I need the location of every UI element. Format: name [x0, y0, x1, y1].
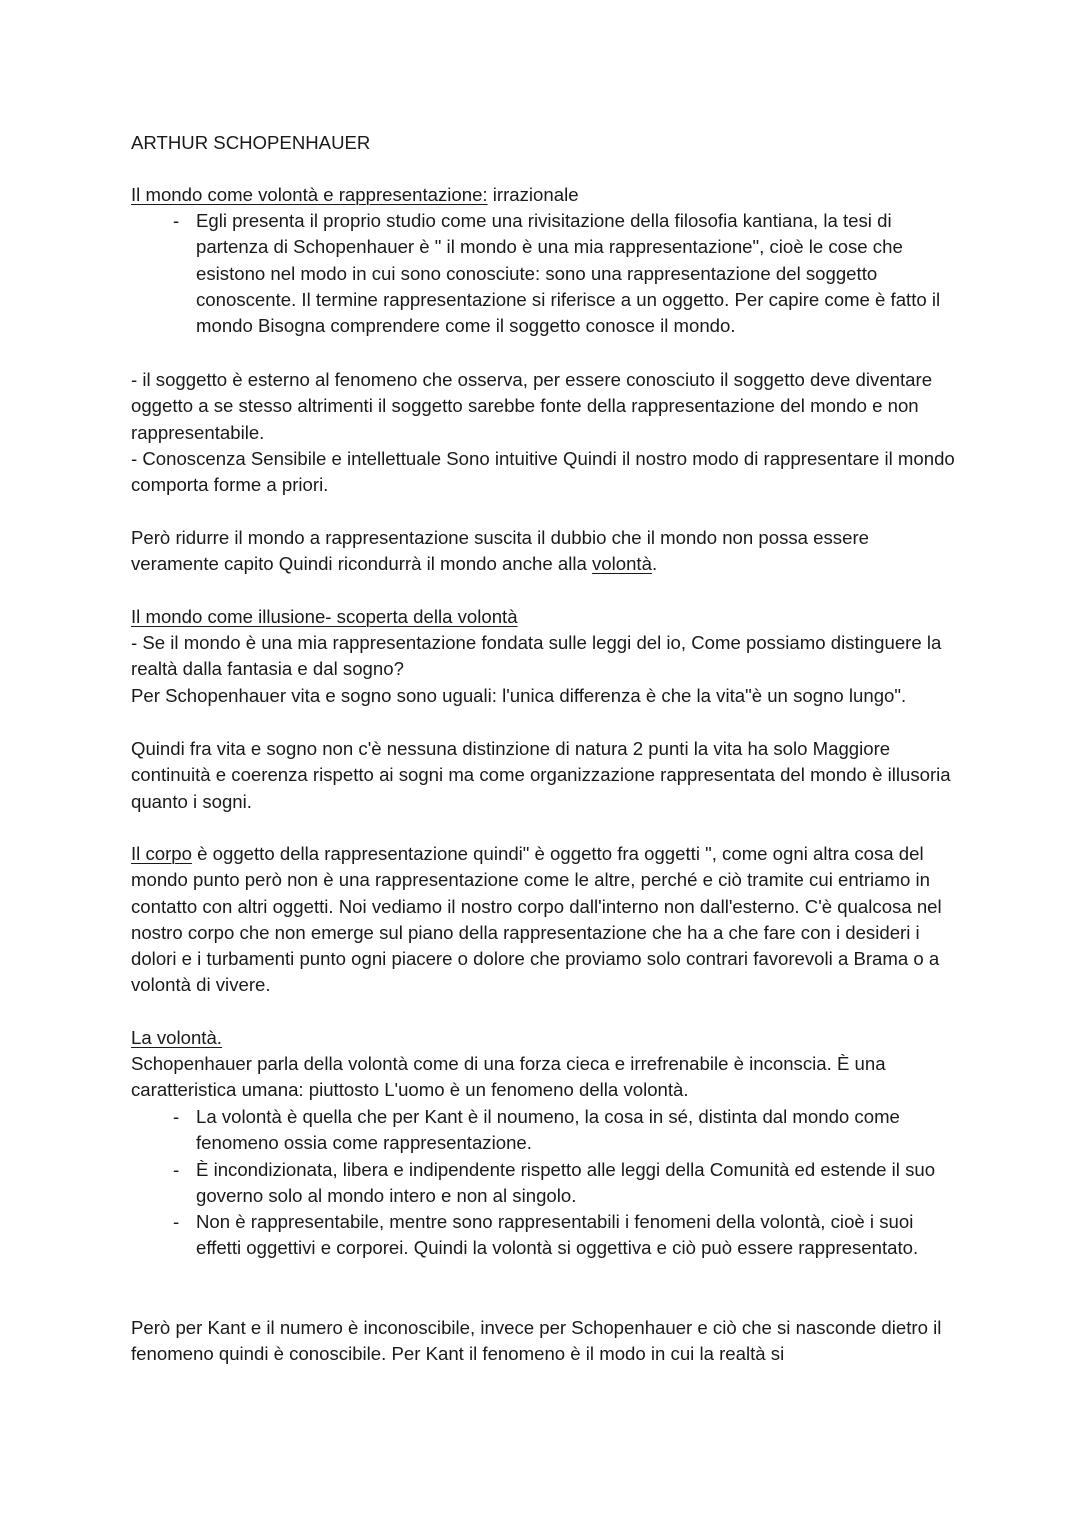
paragraph-conoscenza: - Conoscenza Sensibile e intellettuale Sono intuitive Quindi il nostro modo di rappresentare il mondo comporta forme a priori.	[131, 448, 955, 496]
document-title: ARTHUR SCHOPENHAUER	[131, 132, 371, 153]
paragraph-kant-numero: Però per Kant e il numero è inconoscibile, invece per Schopenhauer e ciò che si nasconde dietro il fenomeno quindi è conoscibile. Per Kant il fenomeno è il modo in cui la realtà si	[131, 1317, 942, 1365]
paragraph-distinzione: Quindi fra vita e sogno non c'è nessuna distinzione di natura 2 punti la vita ha solo Maggiore continuità e coerenza rispetto ai sogni ma come organizzazione rappresentata del mondo è illusoria quanto i sogni.	[131, 738, 951, 812]
paragraph-soggetto: - il soggetto è esterno al fenomeno che osserva, per essere conosciuto il soggetto deve diventare oggetto a se stesso altrimenti il soggetto sarebbe fonte della rappresentazione del mondo e non rappresentabile.	[131, 369, 933, 443]
bullet-marker: -	[173, 1106, 180, 1127]
list-item	[131, 1104, 961, 1157]
heading-underlined: Il mondo come volontà e rappresentazione:	[131, 184, 488, 205]
paragraph-sogno-question: - Se il mondo è una mia rappresentazione fondata sulle leggi del io, Come possiamo distinguere la realtà dalla fantasia e dal sogno?	[131, 632, 942, 680]
bullet-marker: -	[173, 1158, 180, 1180]
underlined-term: volontà	[591, 553, 652, 575]
paragraph-text: è oggetto della rappresentazione quindi" è oggetto fra oggetti ", come ogni altra cosa del mondo punto però non è una rappresentazione come le altre, perché e ciò tramite cui entriamo in contatto con altri oggetti. Noi vediamo il nostro corpo dall'interno non dall'esterno. C'è qualcosa nel nostro corpo che non emerge sul piano della rappresentazione che ha a che fare con i desideri i dolori e i turbamenti punto ogni piacere o dolore che proviamo solo contrari favorevoli a Brama o a volontà di vivere.	[131, 843, 942, 996]
paragraph-vita-sogno: Per Schopenhauer vita e sogno sono uguali: l'unica differenza è che la vita"è un sogno lungo".	[131, 685, 907, 706]
paragraph-end: .	[651, 553, 658, 575]
paragraph-text: Però ridurre il mondo a rappresentazione suscita il dubbio che il mondo non possa essere veramente capito Quindi ricondurrà il mondo anche alla	[131, 527, 869, 575]
section1-bullet-list	[131, 208, 961, 339]
heading-underlined: La volontà.	[131, 1027, 222, 1048]
bullet-marker: -	[173, 1211, 180, 1233]
underlined-term: Il corpo	[131, 843, 192, 864]
section-heading-la-volonta	[131, 1025, 961, 1051]
list-item	[131, 1157, 961, 1210]
paragraph-volonta-intro: Schopenhauer parla della volontà come di una forza cieca e irrefrenabile è inconscia. È una caratteristica umana: piuttosto L'uomo è un fenomeno della volontà.	[131, 1053, 886, 1101]
heading-rest: irrazionale	[487, 184, 579, 205]
list-item-text: Non è rappresentabile, mentre sono rappresentabili i fenomeni della volontà, cioè i suoi effetti oggettivi e corporei. Quindi la volontà si oggettiva e ciò può essere rappresentato.	[196, 1211, 919, 1259]
list-item-text: La volontà è quella che per Kant è il noumeno, la cosa in sé, distinta dal mondo come fenomeno ossia come rappresentazione.	[196, 1106, 900, 1154]
list-item-text: Egli presenta il proprio studio come una rivisitazione della filosofia kantiana, la tesi di partenza di Schopenhauer è " il mondo è una mia rappresentazione", cioè le cose che esistono nel modo in cui sono conosciute: sono una rappresentazione del soggetto conoscente. Il termine rappresentazione si riferisce a un oggetto. Per capire come è fatto il mondo Bisogna comprendere come il soggetto conosce il mondo.	[196, 210, 941, 337]
list-item	[131, 208, 961, 339]
section6-bullet-list	[131, 1104, 961, 1262]
list-item	[131, 1209, 961, 1262]
section-heading-mondo-volonta	[131, 182, 961, 208]
section-heading-illusione	[131, 604, 961, 630]
list-item-text: È incondizionata, libera e indipendente rispetto alle leggi della Comunità ed estende il suo governo solo al mondo intero e non al singolo.	[196, 1158, 936, 1206]
paragraph-corpo	[131, 841, 961, 999]
bullet-marker: -	[173, 210, 180, 231]
paragraph-volonta	[131, 525, 961, 578]
heading-underlined: Il mondo come illusione- scoperta della volontà	[131, 606, 518, 627]
